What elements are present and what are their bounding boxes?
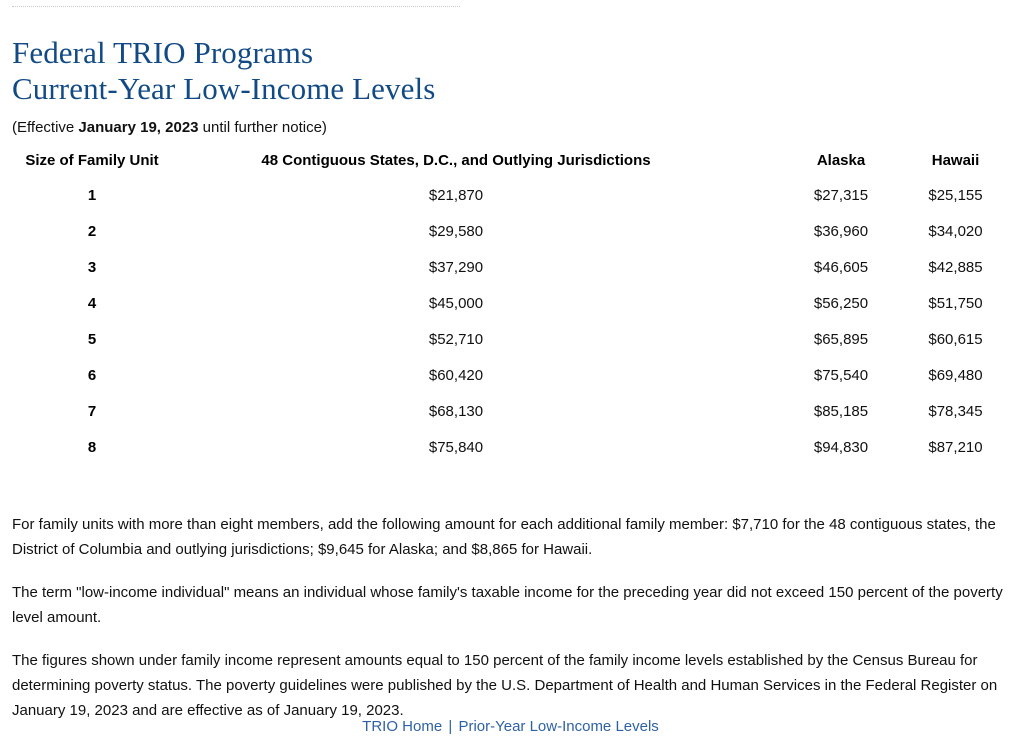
cell-alaska: $75,540 [813,366,869,384]
page-title-line-2: Current-Year Low-Income Levels [12,70,436,106]
cell-family-size: 8 [87,438,97,456]
cell-48-states: $75,840 [428,438,484,456]
cell-alaska: $94,830 [813,438,869,456]
effective-date: January 19, 2023 [78,119,199,136]
cell-family-size: 7 [87,402,97,420]
cell-alaska: $36,960 [813,222,869,240]
cell-48-states: $60,420 [428,366,484,384]
cell-family-size: 3 [87,258,97,276]
cell-hawaii: $51,750 [928,294,983,312]
cell-hawaii: $78,345 [928,402,983,420]
cell-hawaii: $87,210 [928,438,983,456]
table-header-row [0,152,1021,177]
cell-alaska: $46,605 [813,258,869,276]
effective-date-note [12,118,327,138]
cell-alaska: $65,895 [813,330,869,348]
column-header-hawaii: Hawaii [931,152,980,169]
cell-hawaii: $25,155 [928,186,983,204]
cell-family-size: 6 [87,366,97,384]
table-row [0,393,1021,429]
cell-alaska: $85,185 [813,402,869,420]
page-title [12,35,912,107]
note-figures-source: The figures shown under family income represent amounts equal to 150 percent of the family income levels established by the Census Bureau for determining poverty status. The poverty guidelines were published by the U.S. Department of Health and Human Services in the Federal Register on January 19, 2023 and are effective as of January 19, 2023. [12,652,998,719]
cell-family-size: 5 [87,330,97,348]
notes-section [12,512,1012,723]
column-header-alaska: Alaska [816,152,866,169]
low-income-levels-table [0,152,1021,465]
table-row [0,429,1021,465]
footer-links [0,717,1021,737]
table-header [0,152,1021,177]
cell-alaska: $27,315 [813,186,869,204]
note-additional-member: For family units with more than eight members, add the following amount for each additional family member: $7,710 for the 48 contiguous states, the District of Columbia and outlying jurisdictions; $9,645 for Alaska; and $8,865 for Hawaii. [12,516,996,558]
cell-48-states: $29,580 [428,222,484,240]
footer-separator: | [448,718,453,735]
page-title-line-1: Federal TRIO Programs [12,34,314,70]
cell-48-states: $45,000 [428,294,484,312]
note-low-income-definition: The term "low-income individual" means an individual whose family's taxable income for the preceding year did not exceed 150 percent of the poverty level amount. [12,584,1003,626]
cell-48-states: $52,710 [428,330,484,348]
cell-hawaii: $60,615 [928,330,983,348]
cell-hawaii: $34,020 [928,222,983,240]
table-row [0,321,1021,357]
cell-alaska: $56,250 [813,294,869,312]
top-divider [12,6,460,8]
cell-family-size: 4 [87,294,97,312]
effective-suffix: until further notice) [198,119,327,136]
table-row [0,285,1021,321]
column-header-family-size: Size of Family Unit [25,152,159,169]
link-prior-year-low-income-levels[interactable]: Prior-Year Low-Income Levels [458,718,659,735]
cell-hawaii: $42,885 [928,258,983,276]
table-row [0,249,1021,285]
table-row [0,213,1021,249]
cell-48-states: $68,130 [428,402,484,420]
table-row [0,357,1021,393]
cell-48-states: $37,290 [428,258,484,276]
cell-48-states: $21,870 [428,186,484,204]
link-trio-home[interactable]: TRIO Home [362,718,443,735]
cell-hawaii: $69,480 [928,366,983,384]
table-body [0,177,1021,465]
effective-prefix: (Effective [12,119,79,136]
table-row [0,177,1021,213]
cell-family-size: 1 [87,186,97,204]
column-header-48-states: 48 Contiguous States, D.C., and Outlying Jurisdictions [261,152,651,169]
cell-family-size: 2 [87,222,97,240]
